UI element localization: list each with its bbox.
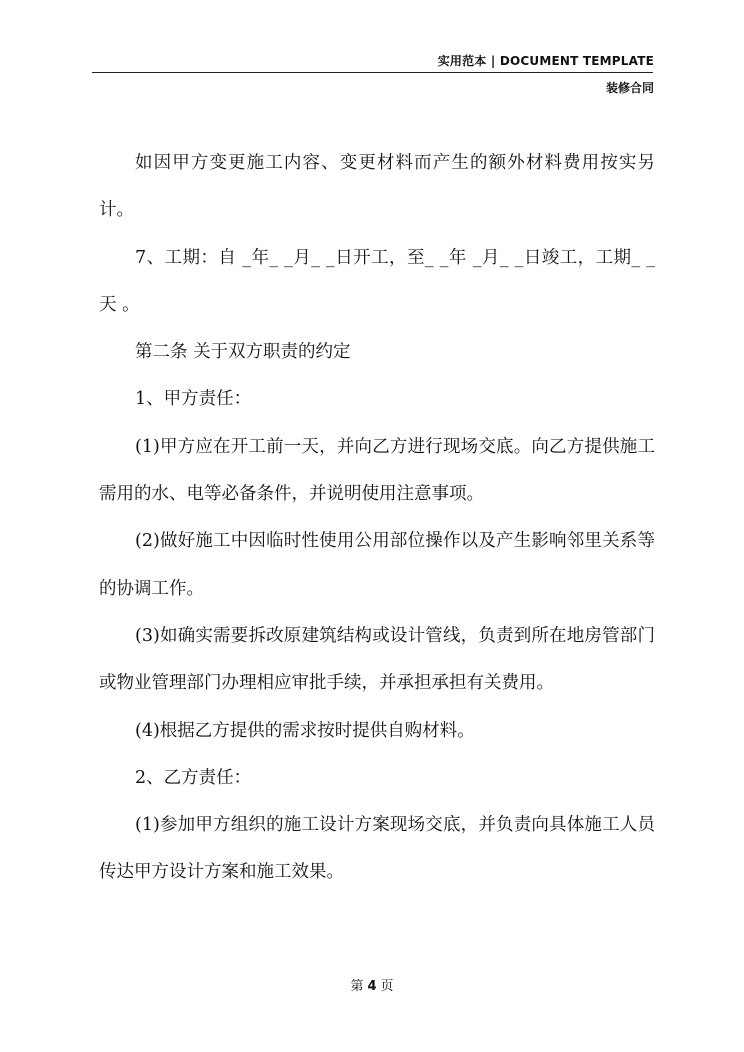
header-title: 实用范本 | DOCUMENT TEMPLATE <box>437 54 654 68</box>
page-footer <box>0 975 744 994</box>
paragraph: (3)如确实需要拆改原建筑结构或设计管线，负责到所在地房管部门或物业管理部门办理相应审批手续，并承担承担有关费用。 <box>99 625 655 694</box>
subsection-heading: 1、甲方责任： <box>135 389 252 410</box>
paragraph: 如因甲方变更施工内容、变更材料而产生的额外材料费用按实另计。 <box>99 153 655 221</box>
subsection-heading: 2、乙方责任： <box>135 767 252 788</box>
paragraph: (1)参加甲方组织的施工设计方案现场交底，并负责向具体施工人员传达甲方设计方案和施工效果。 <box>99 815 655 883</box>
paragraph: 7、工期：自 _年_ _月_ _日开工，至_ _年 _月_ _日竣工，工期_ _天 。 <box>99 247 655 315</box>
section-heading: 第二条 关于双方职责的约定 <box>135 342 351 363</box>
page-suffix: 页 <box>380 979 394 994</box>
document-body <box>99 140 655 897</box>
header-subtitle: 装修合同 <box>605 81 654 95</box>
paragraph: (2)做好施工中因临时性使用公用部位操作以及产生影响邻里关系等的协调工作。 <box>99 531 655 599</box>
header-divider <box>92 72 653 73</box>
paragraph: (4)根据乙方提供的需求按时提供自购材料。 <box>135 720 475 741</box>
page-number: 4 <box>367 979 377 994</box>
paragraph: (1)甲方应在开工前一天，并向乙方进行现场交底。向乙方提供施工需用的水、电等必备条件，并说明使用注意事项。 <box>99 436 655 505</box>
page-prefix: 第 <box>350 979 364 994</box>
